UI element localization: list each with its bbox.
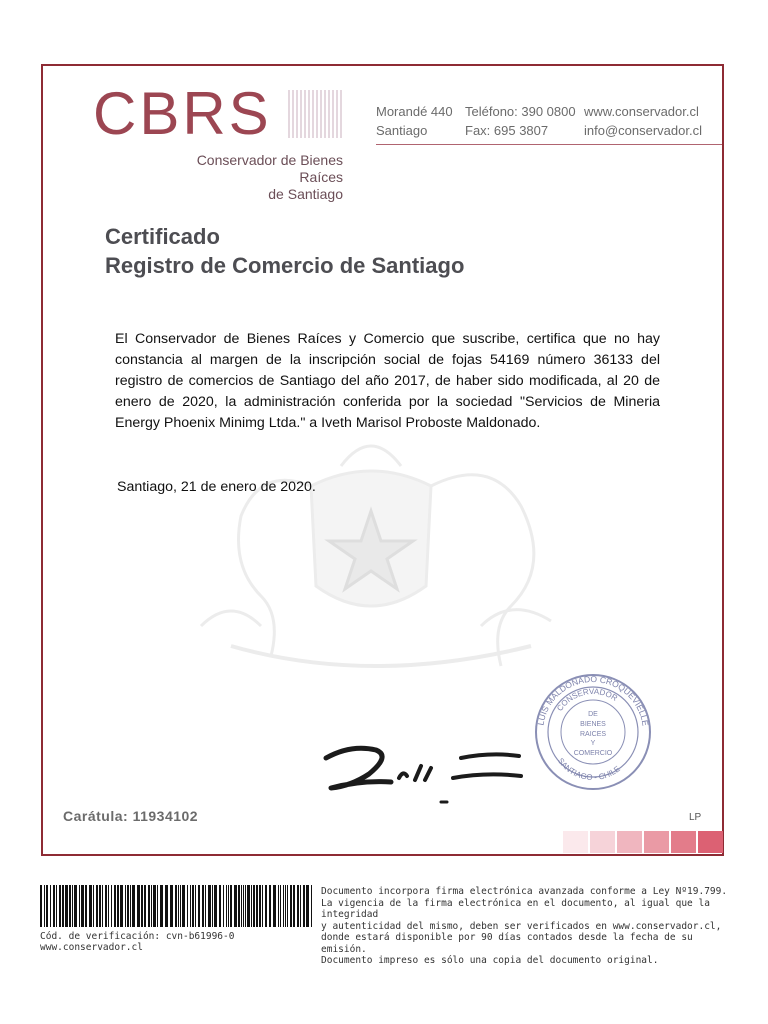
barcode-bar: [132, 885, 135, 927]
barcode-bar: [306, 885, 309, 927]
phone-block: [465, 102, 576, 140]
barcode-bar: [62, 885, 64, 927]
barcode-bar: [182, 885, 185, 927]
seal-outer-text: LUIS MALDONADO CROQUEVIELLE: [535, 673, 651, 727]
barcode-bar: [247, 885, 250, 927]
barcode-bar: [214, 885, 217, 927]
barcode-bar: [300, 885, 301, 927]
barcode-bar: [178, 885, 179, 927]
barcode-bar: [208, 885, 211, 927]
seal-ring-text: CONSERVADOR: [555, 686, 620, 713]
legal-line: La vigencia de la firma electrónica en el documento, al igual que la integridad: [321, 897, 710, 920]
color-strip: [483, 831, 723, 853]
strip-block: [671, 831, 696, 853]
barcode-bar: [59, 885, 61, 927]
verification-site: www.conservador.cl: [40, 942, 143, 953]
barcode-bar: [278, 885, 279, 927]
barcode-bar: [212, 885, 213, 927]
barcode-bar: [141, 885, 143, 927]
logo-subtitle-line2: de Santiago: [268, 186, 343, 202]
barcode-bar: [192, 885, 194, 927]
verification-info: [40, 931, 234, 953]
barcode-bar: [285, 885, 286, 927]
document-footer: [40, 885, 730, 966]
legal-line: y autenticidad del mismo, deben ser verificados en www.conservador.cl,: [321, 920, 722, 932]
barcode-bar: [85, 885, 87, 927]
barcode-bar: [253, 885, 255, 927]
barcode-bar: [69, 885, 71, 927]
certificate-body: El Conservador de Bienes Raíces y Comercio que suscribe, certifica que no hay constancia al margen de la inscripción social de fojas 54169 número 36133 del registro de comercios de Santiago del año 2017, de haber sido modificada, al 20 de enero de 2020, la administración conferida por la sociedad "Servicios de Mineria Energy Phoenix Minimg Ltda." a Iveth Marisol Proboste Maldonado.: [115, 331, 660, 431]
barcode-bar: [187, 885, 188, 927]
address-block: [376, 102, 453, 140]
barcode-bar: [120, 885, 123, 927]
legal-notice: [321, 886, 731, 967]
fax-number: Fax: 695 3807: [465, 123, 549, 138]
barcode-bar: [230, 885, 232, 927]
barcode-bar: [223, 885, 224, 927]
barcode-bar: [293, 885, 295, 927]
seal-inner-line3: RAICES: [579, 731, 607, 738]
barcode-bar: [262, 885, 263, 927]
barcode-bar: [311, 885, 312, 927]
barcode-bar: [287, 885, 288, 927]
seal-inner-line4: Y: [590, 740, 596, 747]
conservador-seal: [533, 672, 653, 792]
barcode-bar: [297, 885, 299, 927]
barcode-bar: [198, 885, 200, 927]
phone-number: Teléfono: 390 0800: [465, 104, 576, 119]
barcode-bar: [79, 885, 80, 927]
barcode-bar: [170, 885, 173, 927]
barcode-bar: [65, 885, 68, 927]
barcode-bar: [93, 885, 94, 927]
barcode-bar: [111, 885, 112, 927]
barcode-bar: [259, 885, 261, 927]
seal-inner-line2: BIENES: [580, 721, 606, 728]
barcode-bar: [251, 885, 252, 927]
logo-subtitle: [151, 152, 343, 203]
barcode-bar: [81, 885, 84, 927]
barcode-bar: [50, 885, 51, 927]
web-block: [584, 102, 702, 140]
strip-block: [590, 831, 615, 853]
barcode-bar: [148, 885, 150, 927]
logo-stripes: [288, 90, 343, 138]
barcode-bar: [72, 885, 73, 927]
title-line2: Registro de Comercio de Santiago: [105, 253, 465, 278]
title-line1: Certificado: [105, 224, 220, 249]
barcode-bar: [157, 885, 158, 927]
barcode-bar: [195, 885, 196, 927]
barcode-bar: [56, 885, 57, 927]
barcode-bar: [180, 885, 181, 927]
handwritten-signature: [321, 736, 531, 808]
initials-label: LP: [689, 812, 702, 823]
barcode-bar: [226, 885, 227, 927]
barcode-bar: [175, 885, 177, 927]
legal-line: Documento impreso es sólo una copia del documento original.: [321, 955, 659, 966]
barcode-bar: [108, 885, 109, 927]
barcode-bar: [303, 885, 305, 927]
barcode-bar: [160, 885, 163, 927]
barcode-bar: [228, 885, 229, 927]
barcode-bar: [125, 885, 126, 927]
document-title: [105, 222, 464, 280]
barcode-bar: [89, 885, 92, 927]
strip-block: [644, 831, 669, 853]
barcode-bar: [290, 885, 292, 927]
barcode-bar: [256, 885, 258, 927]
verification-barcode: [40, 885, 312, 927]
barcode-bar: [269, 885, 271, 927]
email-link: info@conservador.cl: [584, 123, 702, 138]
barcode-bar: [74, 885, 77, 927]
barcode-bar: [153, 885, 156, 927]
barcode-bar: [46, 885, 48, 927]
barcode-bar: [44, 885, 45, 927]
place-and-date: Santiago, 21 de enero de 2020.: [117, 479, 316, 495]
address-street: Morandé 440: [376, 104, 453, 119]
barcode-bar: [243, 885, 244, 927]
barcode-bar: [137, 885, 140, 927]
address-city: Santiago: [376, 123, 428, 138]
header-divider: [376, 144, 722, 145]
barcode-bar: [238, 885, 240, 927]
barcode-bar: [144, 885, 146, 927]
seal-bottom-text: SANTIAGO - CHILE: [555, 756, 622, 783]
barcode-bar: [96, 885, 98, 927]
barcode-bar: [117, 885, 119, 927]
barcode-bar: [105, 885, 107, 927]
barcode-bar: [202, 885, 204, 927]
cbrs-logo: CBRS: [93, 80, 272, 147]
legal-line: Documento incorpora firma electrónica avanzada conforme a Ley Nº19.799.: [321, 886, 728, 897]
barcode-bar: [265, 885, 267, 927]
barcode-bar: [165, 885, 168, 927]
barcode-bar: [102, 885, 103, 927]
barcode-bar: [219, 885, 221, 927]
barcode-bar: [241, 885, 242, 927]
website-link: www.conservador.cl: [584, 104, 699, 119]
strip-block: [617, 831, 642, 853]
barcode-bar: [273, 885, 276, 927]
seal-inner-line1: DE: [588, 711, 598, 718]
barcode-bar: [40, 885, 42, 927]
coat-of-arms-watermark: [171, 426, 571, 686]
seal-inner-line5: COMERCIO: [573, 750, 613, 757]
barcode-bar: [234, 885, 237, 927]
barcode-bar: [127, 885, 129, 927]
barcode-bar: [99, 885, 101, 927]
barcode-bar: [190, 885, 191, 927]
barcode-bar: [245, 885, 246, 927]
barcode-bar: [114, 885, 116, 927]
caratula-number: Carátula: 11934102: [63, 808, 199, 824]
certificate-frame: [41, 64, 724, 856]
legal-line: donde estará disponible por 90 días contados desde la fecha de su emisión.: [321, 932, 693, 955]
barcode-bar: [280, 885, 281, 927]
logo-subtitle-line1: Conservador de Bienes Raíces: [196, 152, 343, 185]
barcode-bar: [53, 885, 55, 927]
strip-block: [563, 831, 588, 853]
barcode-bar: [130, 885, 131, 927]
barcode-bar: [205, 885, 206, 927]
barcode-bar: [151, 885, 152, 927]
barcode-bar: [283, 885, 284, 927]
strip-block: [698, 831, 723, 853]
verification-code: Cód. de verificación: cvn-b61996-0: [40, 931, 235, 942]
